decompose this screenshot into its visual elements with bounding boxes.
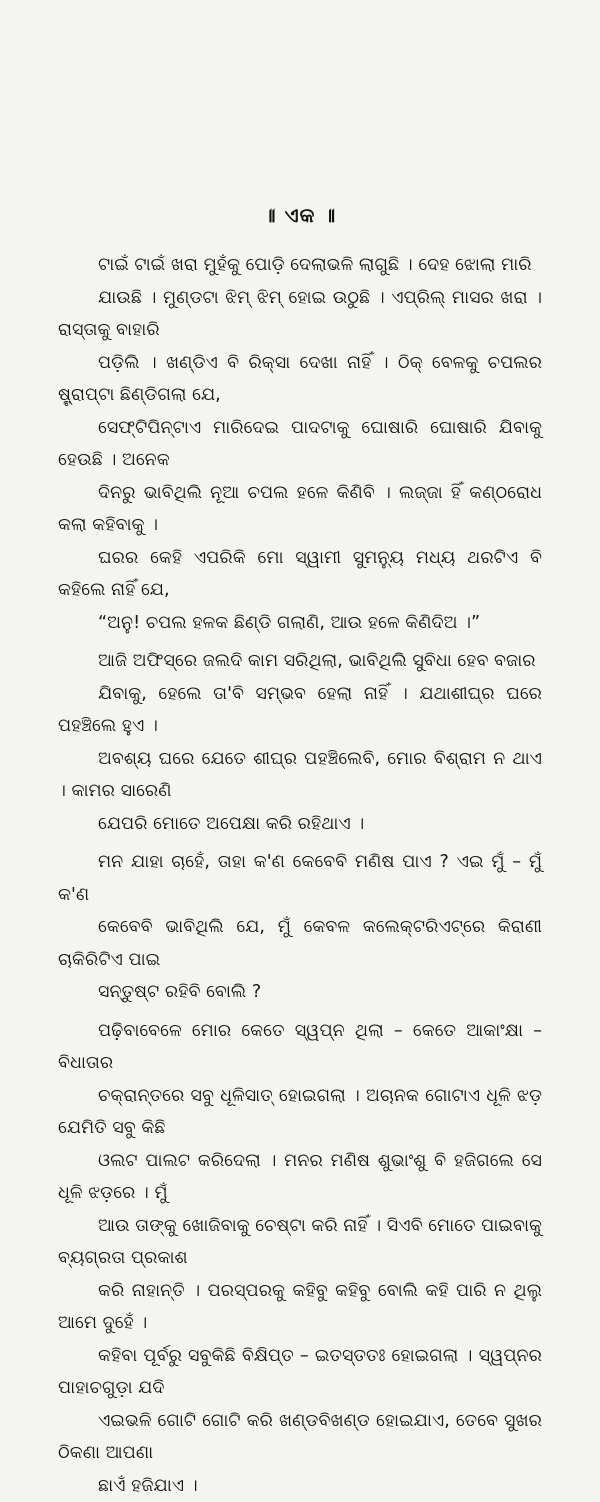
text-line: ଦିନରୁ ଭାବିଥିଲି ନୂଆ ଚପଲ ହଳେ କିଣିବି । ଲଜ୍ଜା ହିଁ କଣ୍ଠରୋଧ କଲା କହିବାକୁ । bbox=[58, 477, 542, 542]
text-line: ସନ୍ତୁଷ୍ଟ ରହିବି ବୋଲି ? bbox=[58, 976, 542, 1009]
paragraph bbox=[58, 645, 542, 840]
text-line: କେବେବି ଭାବିଥିଲି ଯେ, ମୁଁ କେବଳ କଲେକ୍ଟରିଏଟ୍‌ରେ କିରାଣୀ ଚାକିରିଟିଏ ପାଇ bbox=[58, 911, 542, 976]
text-line: ଆଉ ତାଙ୍କୁ ଖୋଜିବାକୁ ଚେଷ୍ଟା କରି ନାହିଁ । ସିଏବି ମୋତେ ପାଇବାକୁ ବ୍ୟଗ୍ରତା ପ୍ରକାଶ bbox=[58, 1210, 542, 1275]
text-line: ଏଇଭଳି ଗୋଟି ଗୋଟି କରି ଖଣ୍ଡବିଖଣ୍ଡ ହୋଇଯାଏ, ତେବେ ସୁଖର ଠିକଣା ଆପଣା bbox=[58, 1405, 542, 1470]
text-line: ଯିବାକୁ, ହେଲେ ତା'ବି ସମ୍ଭବ ହେଲା ନାହିଁ । ଯଥାଶୀଘ୍ର ଘରେ ପହଞ୍ଚିଲେ ହୁଏ । bbox=[58, 678, 542, 743]
text-line: ଯାଉଛି । ମୁଣ୍ଡଟା ଝିମ୍ ଝିମ୍ ହୋଇ ଉଠୁଛି । ଏପ୍ରିଲ୍ ମାସର ଖରା । ରାସ୍ତାକୁ ବାହାରି bbox=[58, 282, 542, 347]
text-line: ପଢ଼ିବାବେଳେ ମୋର କେତେ ସ୍ୱପ୍ନ ଥିଲା – କେତେ ଆକାଂକ୍ଷା – ବିଧାତାର bbox=[58, 1015, 542, 1080]
paragraph bbox=[58, 846, 542, 1009]
text-line: ଟାଇଁ ଟାଇଁ ଖରା ମୁହଁକୁ ପୋଡ଼ି ଦେଲାଭଳି ଲାଗୁଛି । ଦେହ ଝୋଲା ମାରି bbox=[58, 249, 542, 282]
text-line: ସେଫ୍‌ଟିପିନ୍‌ଟାଏ ମାରିଦେଇ ପାଦଟାକୁ ଘୋଷାରି ଘୋଷାରି ଯିବାକୁ ହେଉଛି । ଅନେକ bbox=[58, 412, 542, 477]
text-line: ଅବଶ୍ୟ ଘରେ ଯେତେ ଶୀଘ୍ର ପହଞ୍ଚିଲେବି, ମୋର ବିଶ୍ରାମ ନ ଥାଏ । କାମର ସାରେଣି bbox=[58, 743, 542, 808]
chapter-title: ॥ ଏକ ॥ bbox=[58, 203, 542, 227]
text-line: ଚକ୍ରାନ୍ତରେ ସବୁ ଧୂଳିସାତ୍ ହୋଇଗଲା । ଅଚାନକ ଗୋଟାଏ ଧୂଳି ଝଡ଼ ଯେମିତି ସବୁ କିଛି bbox=[58, 1080, 542, 1145]
text-line: ପଡ଼ିଲି । ଖଣ୍ଡିଏ ବି ରିକ୍ସା ଦେଖା ନାହିଁ । ଠିକ୍ ବେଳକୁ ଚପଲର ଷ୍ଟ୍ରାପ୍‌ଟା ଛିଣ୍ଡିଗଲା ଯେ, bbox=[58, 347, 542, 412]
text-line: କରି ନାହାନ୍ତି । ପରସ୍ପରକୁ କହିବୁ କହିବୁ ବୋଲି କହି ପାରି ନ ଥିଲୁ ଆମେ ଦୁହେଁ । bbox=[58, 1275, 542, 1340]
paragraph bbox=[58, 249, 542, 639]
text-line: ଓଲଟ ପାଲଟ କରିଦେଲା । ମନର ମଣିଷ ଶୁଭାଂଶୁ ବି ହଜିଗଲେ ସେ ଧୂଳି ଝଡ଼ରେ । ମୁଁ bbox=[58, 1145, 542, 1210]
text-line: ଛାଏଁ ହଜିଯାଏ । bbox=[58, 1470, 542, 1502]
text-line: ଆଜି ଅଫିସ୍‌ରେ ଜଲଦି କାମ ସରିଥିଲା, ଭାବିଥିଲି ସୁବିଧା ହେବ ବଜାର bbox=[58, 645, 542, 678]
text-line: କହିବା ପୂର୍ବରୁ ସବୁକିଛି ବିକ୍ଷିପ୍ତ – ଇତସ୍ତତଃ ହୋଇଗଲା । ସ୍ୱପ୍ନର ପାହାଚଗୁଡ଼ା ଯଦି bbox=[58, 1340, 542, 1405]
paragraph bbox=[58, 1015, 542, 1502]
text-line: ମନ ଯାହା ଚାହେଁ, ତାହା କ'ଣ କେବେବି ମଣିଷ ପାଏ ? ଏଇ ମୁଁ – ମୁଁ କ'ଣ bbox=[58, 846, 542, 911]
text-line: ଯେପରି ମୋତେ ଅପେକ୍ଷା କରି ରହିଥାଏ । bbox=[58, 808, 542, 841]
text-line: “ଅନୁ! ଚପଲ ହଳକ ଛିଣ୍ଡି ଗଲାଣି, ଆଉ ହଳେ କିଣିଦିଅ ।” bbox=[58, 607, 542, 640]
text-line: ଘରର କେହି ଏପରିକି ମୋ ସ୍ୱାମୀ ସୁମନ୍ୟୁ ମଧ୍ୟ ଥରଟିଏ ବି କହିଲେ ନାହିଁ ଯେ, bbox=[58, 542, 542, 607]
